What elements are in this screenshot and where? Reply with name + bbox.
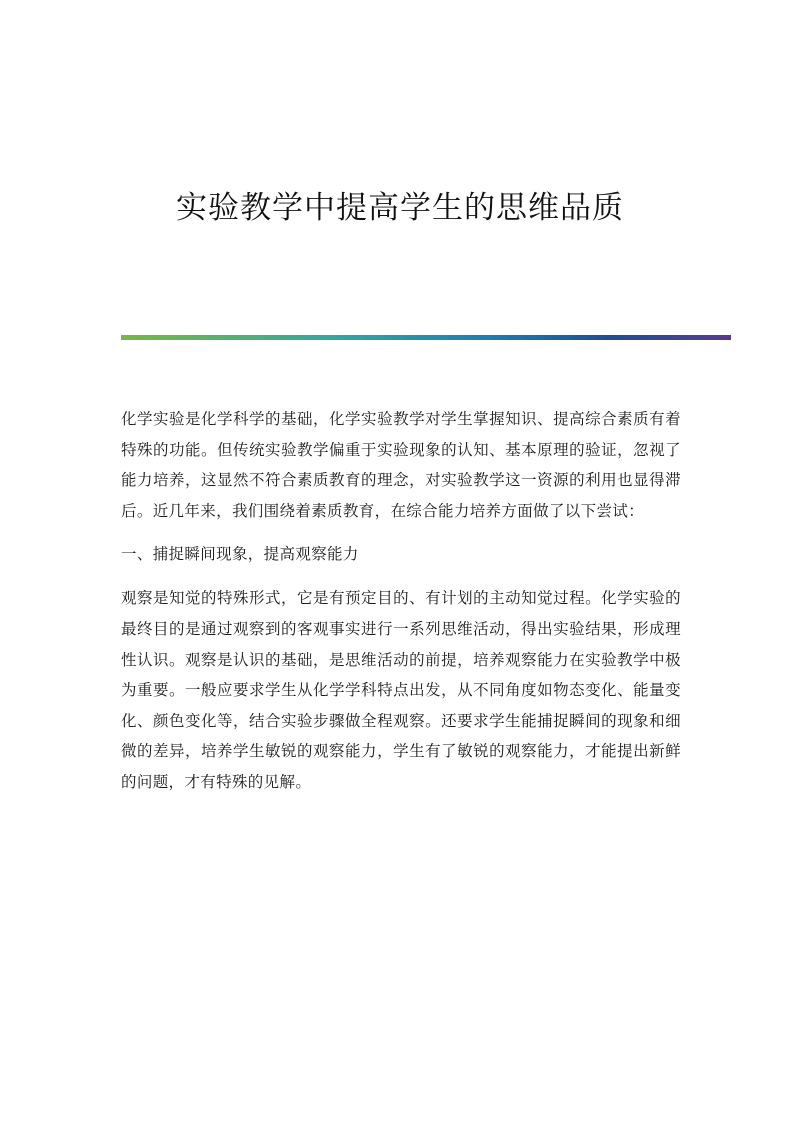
document-body xyxy=(121,404,681,798)
title-divider xyxy=(121,335,731,340)
observation-paragraph: 观察是知觉的特殊形式，它是有预定目的、有计划的主动知觉过程。化学实验的最终目的是通过观察到的客观事实进行一系列思维活动，得出实验结果，形成理性认识。观察是认识的基础，是思维活动的前提，培养观察能力在实验教学中极为重要。一般应要求学生从化学学科特点出发，从不同角度如物态变化、能量变化、颜色变化等，结合实验步骤做全程观察。还要求学生能捕捉瞬间的现象和细微的差异，培养学生敏锐的观察能力，学生有了敏锐的观察能力，才能提出新鲜的问题，才有特殊的见解。 xyxy=(121,589,681,791)
intro-paragraph: 化学实验是化学科学的基础，化学实验教学对学生掌握知识、提高综合素质有着特殊的功能。但传统实验教学偏重于实验现象的认知、基本原理的验证，忽视了能力培养，这显然不符合素质教育的理念，对实验教学这一资源的利用也显得滞后。近几年来，我们围绕着素质教育，在综合能力培养方面做了以下尝试： xyxy=(121,410,681,520)
document-title: 实验教学中提高学生的思维品质 xyxy=(176,190,624,226)
section-heading: 一、捕捉瞬间现象，提高观察能力 xyxy=(121,545,359,564)
